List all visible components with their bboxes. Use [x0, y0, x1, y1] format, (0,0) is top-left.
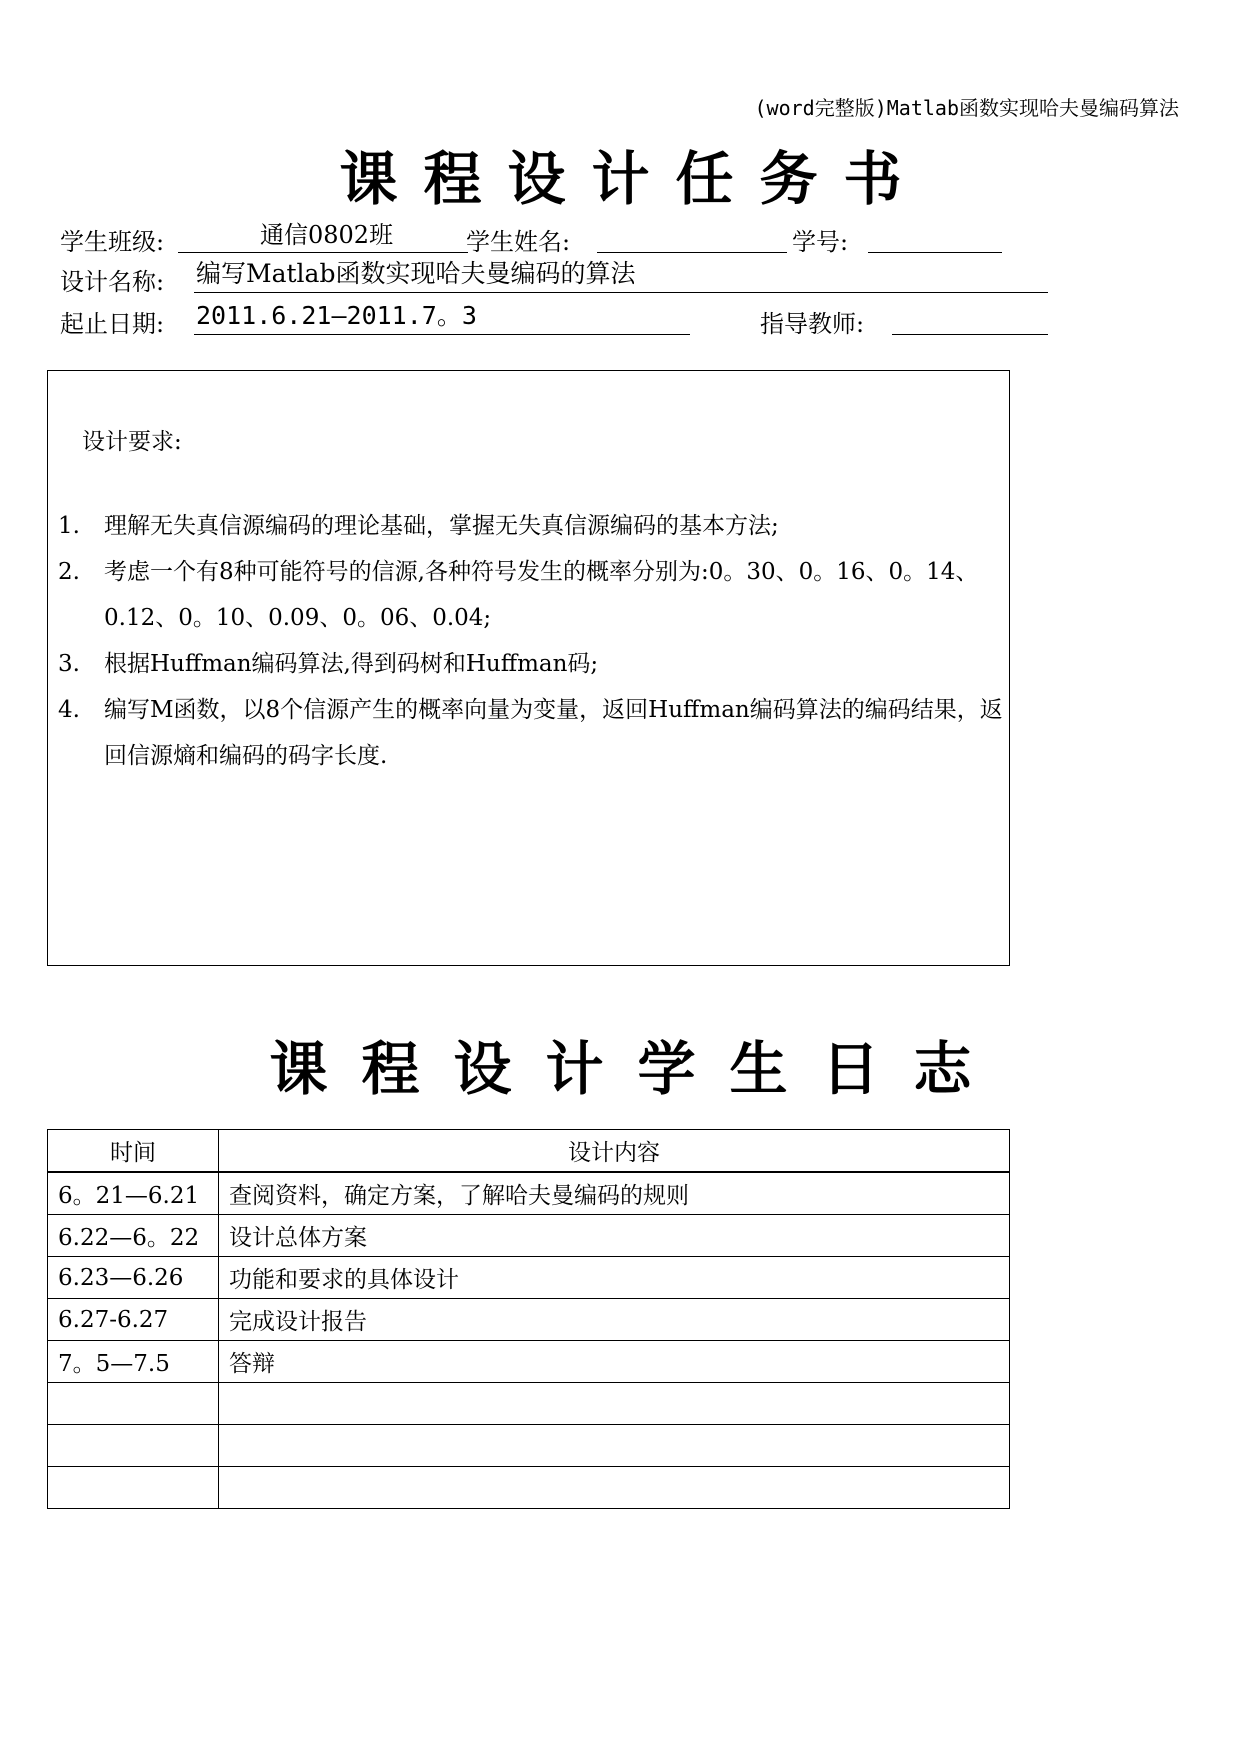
table-row	[48, 1257, 1010, 1299]
design-field	[194, 259, 1048, 293]
requirements-heading: 设计要求:	[82, 429, 182, 455]
requirement-text: 理解无失真信源编码的理论基础，掌握无失真信源编码的基本方法;	[104, 513, 779, 539]
class-field	[178, 222, 468, 253]
class-label: 学生班级:	[60, 228, 165, 256]
content-cell	[219, 1467, 1010, 1509]
content-cell: 完成设计报告	[219, 1299, 1010, 1341]
requirements-box	[47, 370, 1010, 966]
name-field	[597, 222, 787, 253]
content-cell: 设计总体方案	[219, 1215, 1010, 1257]
content-cell: 功能和要求的具体设计	[219, 1257, 1010, 1299]
requirement-number: 3.	[58, 651, 80, 677]
requirement-item	[58, 641, 1003, 687]
time-cell	[48, 1383, 219, 1425]
id-label: 学号:	[792, 228, 849, 256]
content-cell	[219, 1383, 1010, 1425]
requirement-text: 编写M函数，以8个信源产生的概率向量为变量，返回Huffman编码算法的编码结果，返回信源熵和编码的码字长度.	[104, 697, 1003, 769]
requirement-number: 1.	[58, 513, 80, 539]
requirement-item	[58, 549, 1003, 641]
teacher-field	[892, 304, 1048, 335]
requirement-text: 考虑一个有8种可能符号的信源,各种符号发生的概率分别为:0。30、0。16、0。14、0.12、0。10、0.09、0。06、0.04;	[104, 559, 979, 631]
table-header-row	[48, 1130, 1010, 1173]
time-cell: 6.23—6.26	[48, 1257, 219, 1299]
time-cell: 7。5—7.5	[48, 1341, 219, 1383]
name-label: 学生姓名:	[466, 228, 571, 256]
header-note: (word完整版)Matlab函数实现哈夫曼编码算法	[754, 96, 1179, 120]
content-cell: 答辩	[219, 1341, 1010, 1383]
requirement-number: 4.	[58, 697, 80, 723]
table-row	[48, 1215, 1010, 1257]
column-header-time: 时间	[48, 1130, 219, 1173]
time-cell: 6。21—6.21	[48, 1172, 219, 1215]
date-value: 2011.6.21—2011.7。3	[196, 301, 477, 330]
requirement-text: 根据Huffman编码算法,得到码树和Huffman码;	[104, 651, 599, 677]
table-row	[48, 1299, 1010, 1341]
table-row	[48, 1172, 1010, 1215]
time-cell	[48, 1425, 219, 1467]
requirement-item	[58, 503, 1003, 549]
table-row	[48, 1341, 1010, 1383]
id-field	[868, 222, 1002, 253]
class-value: 通信0802班	[260, 221, 394, 249]
teacher-label: 指导教师:	[760, 310, 865, 338]
design-value: 编写Matlab函数实现哈夫曼编码的算法	[196, 259, 636, 288]
table-row	[48, 1467, 1010, 1509]
task-title: 课程设计任务书	[339, 145, 928, 213]
log-title: 课程设计学生日志	[269, 1035, 1006, 1103]
time-cell: 6.22—6。22	[48, 1215, 219, 1257]
requirement-number: 2.	[58, 559, 80, 585]
time-cell: 6.27-6.27	[48, 1299, 219, 1341]
requirement-item	[58, 687, 1003, 779]
time-cell	[48, 1467, 219, 1509]
date-label: 起止日期:	[60, 310, 165, 338]
content-cell	[219, 1425, 1010, 1467]
content-cell: 查阅资料，确定方案，了解哈夫曼编码的规则	[219, 1172, 1010, 1215]
design-label: 设计名称:	[60, 268, 165, 296]
column-header-content: 设计内容	[219, 1130, 1010, 1173]
table-row	[48, 1425, 1010, 1467]
table-row	[48, 1383, 1010, 1425]
date-field	[194, 301, 690, 335]
log-table	[47, 1129, 1010, 1509]
